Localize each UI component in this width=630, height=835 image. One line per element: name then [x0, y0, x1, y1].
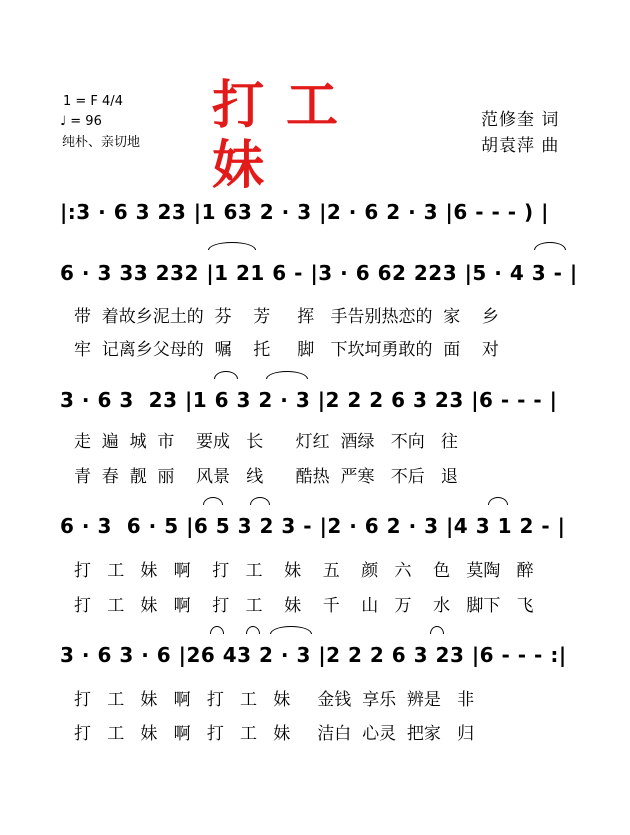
lyricist-credit: 范修奎 词 — [481, 110, 560, 130]
slur-mark — [203, 497, 223, 505]
tempo-value: = 96 — [70, 114, 102, 129]
lyrics-line-4-verse-1: 打 工 妹 啊 打 工 妹 五 颜 六 色 莫陶 醉 — [74, 561, 534, 581]
slur-mark — [246, 626, 260, 634]
slur-mark — [430, 626, 444, 634]
slur-mark — [210, 626, 224, 634]
lyrics-line-3-verse-1: 走 遍 城 市 要成 长 灯红 酒绿 不向 往 — [74, 432, 458, 452]
slur-mark — [270, 626, 312, 634]
score — [60, 0, 578, 835]
notation-line-3: 3 · 6 3 23 |1 6 3 2 · 3 |2 2 2 6 3 23 |6 - - - | — [60, 388, 558, 412]
lyrics-line-2-verse-2: 牢 记离乡父母的 嘱 托 脚 下坎坷勇敢的 面 对 — [74, 340, 499, 360]
slur-mark — [208, 242, 256, 250]
notation-line-5: 3 · 6 3 · 6 |26 43 2 · 3 |2 2 2 6 3 23 |6 - - - :| — [60, 643, 567, 667]
composer-credit: 胡袁萍 曲 — [481, 136, 560, 156]
lyrics-line-4-verse-2: 打 工 妹 啊 打 工 妹 千 山 万 水 脚下 飞 — [74, 596, 534, 616]
key-signature: 1 = F 4/4 — [63, 94, 123, 109]
song-title: 打工妹 — [212, 75, 361, 196]
notation-line-4: 6 · 3 6 · 5 |6 5 3 2 3 - |2 · 6 2 · 3 |4 3 1 2 - | — [60, 514, 566, 538]
notation-line-1: |:3 · 6 3 23 |1 63 2 · 3 |2 · 6 2 · 3 |6 - - - ) | — [60, 200, 549, 224]
lyrics-line-5-verse-2: 打 工 妹 啊 打 工 妹 洁白 心灵 把家 归 — [74, 724, 475, 744]
slur-mark — [534, 242, 566, 250]
slur-mark — [250, 497, 270, 505]
slur-mark — [266, 371, 308, 379]
notation-line-2: 6 · 3 33 232 |1 21 6 - |3 · 6 62 223 |5 · 4 3 - | — [60, 261, 578, 285]
lyrics-line-5-verse-1: 打 工 妹 啊 打 工 妹 金钱 享乐 辨是 非 — [74, 690, 475, 710]
lyrics-line-3-verse-2: 青 春 靓 丽 风景 线 酷热 严寒 不后 退 — [74, 467, 458, 487]
slur-mark — [488, 497, 508, 505]
expression-marking: 纯朴、亲切地 — [62, 135, 141, 150]
lyrics-line-2-verse-1: 带 着故乡泥土的 芬 芳 挥 手告别热恋的 家 乡 — [74, 307, 499, 327]
quarter-note-icon: ♩ — [60, 114, 67, 129]
slur-mark — [214, 371, 238, 379]
